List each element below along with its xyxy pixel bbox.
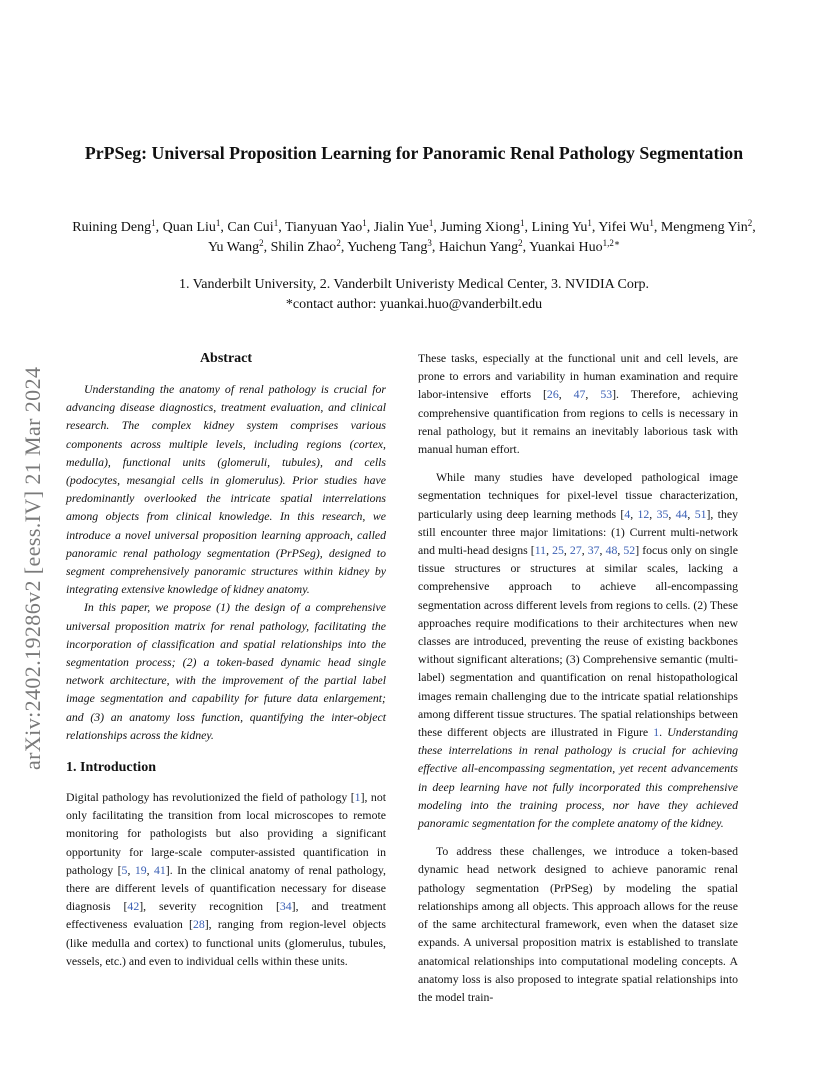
- text-run: ], ranging from region-level objects (like medulla and cortex) to functional units (glomerulus, tubules, vessels, etc.) and even to individual cells within these units.: [66, 917, 386, 968]
- left-column: [66, 349, 386, 970]
- author-name: Juming Xiong$^1$: [440, 218, 525, 235]
- text-run: While many studies have developed pathological image segmentation techniques for pixel-level tissue characterization, particularly using deep learning methods [: [418, 470, 738, 521]
- affiliation-superscript: 2: [518, 238, 523, 248]
- citation-link[interactable]: 47: [573, 387, 586, 402]
- affiliation-superscript: 2: [336, 238, 341, 248]
- citation-link[interactable]: 19: [134, 862, 147, 877]
- affiliation-superscript: 1: [362, 218, 367, 228]
- affiliation-superscript: 3: [427, 238, 432, 248]
- affiliation-superscript: 1: [520, 218, 525, 228]
- citation-link[interactable]: 25: [552, 543, 564, 558]
- abstract-heading: Abstract: [199, 351, 253, 366]
- abstract-section: [66, 349, 386, 744]
- intro-paragraph-2: These tasks, especially at the functional unit and cell levels, are prone to errors and variability in human examination and require labor-intensive efforts [26, 47, 53]. Therefore, achieving comprehensive quantification from regions to cells is necessary in renal pathology, but it remains an inevitably laborious task with manual human effort.: [418, 351, 738, 457]
- author-name: Mengmeng Yin$^2$: [660, 218, 753, 235]
- author-name: Yifei Wu$^1$: [598, 218, 654, 235]
- author-name: Shilin Zhao$^2$: [270, 238, 341, 255]
- text-run: Digital pathology has revolutionized the field of pathology [: [66, 790, 355, 805]
- intro-paragraph-4: To address these challenges, we introduce a token-based dynamic head network designed to achieve panoramic renal pathology segmentation (PrPSeg) by modeling the spatial relationships among all objects. This approach allows for the reuse of the same architectural framework, even when the dataset size expands. A universal proposition matrix is established to translate anatomical relationships into computational modeling concepts. A anatomy loss is also proposed to integrate spatial relationships into the model train-: [418, 844, 738, 1004]
- citation-link[interactable]: 37: [587, 543, 600, 558]
- affiliation-superscript: 1: [151, 218, 156, 228]
- citation-link[interactable]: 34: [279, 899, 292, 914]
- author-name: Yu Wang$^2$: [207, 238, 264, 255]
- citation-link[interactable]: 44: [675, 506, 688, 521]
- author-name: Tianyuan Yao$^1$: [284, 218, 367, 235]
- author-name: Can Cui$^1$: [227, 218, 279, 235]
- citation-link[interactable]: 4: [624, 506, 631, 521]
- citation-link[interactable]: 35: [656, 506, 669, 521]
- text-run: These tasks, especially at the functional unit and cell levels, are prone to errors and variability in human examination and require labor-intensive efforts [: [418, 351, 738, 402]
- intro-body-left: [66, 788, 386, 970]
- citation-link[interactable]: 12: [637, 506, 650, 521]
- author-name: Jialin Yue$^1$: [373, 218, 434, 235]
- text-run: ], not only facilitating the transition from local microscopes to remote monitoring for pathologists but also providing a significant opportunity for large-scale computer-assisted quantification in pathology [: [66, 790, 386, 877]
- citation-link[interactable]: 5: [121, 862, 128, 877]
- author-name: Yuankai Huo$^{1,2∗}$: [529, 238, 621, 255]
- arxiv-identifier: arXiv:2402.19286v2 [eess.IV] 21 Mar 2024: [20, 366, 45, 770]
- citation-link[interactable]: 1: [354, 790, 361, 805]
- author-name: Lining Yu$^1$: [531, 218, 592, 235]
- text-run: ]. Therefore, achieving comprehensive quantification from regions to cells is necessary in renal pathology, but it remains an inevitably laborious task with manual human effort.: [418, 387, 738, 457]
- affiliation-superscript: 1: [215, 218, 221, 228]
- text-run: ], they still encounter three major limitations: (1) Current multi-network and multi-head designs [: [418, 506, 738, 558]
- abstract-paragraph-1: Understanding the anatomy of renal pathology is crucial for advancing disease diagnostics, treatment evaluation, and clinical research. The complex kidney system comprises various components across multiple levels, including regions (cortex, medulla), functional units (glomeruli, tubules), and cells (podocytes, mesangial cells in glomerulus). Prior studies have predominantly overlooked the intricate spatial interrelations among objects from clinical knowledge. In this research, we introduce a novel universal proposition learning approach, called panoramic renal pathology segmentation (PrPSeg), designed to segment comprehensively panoramic structures within kidney by integrating extensive knowledge of kidney anatomy.: [66, 382, 386, 597]
- author-name: Quan Liu$^1$: [162, 218, 221, 235]
- text-run: .: [659, 725, 668, 740]
- affiliations-block: [80, 275, 748, 315]
- affiliation-superscript: 1: [273, 218, 279, 228]
- author-name: Yucheng Tang$^3$: [347, 238, 432, 255]
- text-run: ] focus only on single tissue structures or structures at similar scales, lacking a comprehensive approach to achieve all-encompassing segmentation across different levels from regions to cells. (2) These approaches require modifications to their architectures when new classes are introduced, preventing the reuse of existing backbones without significant alterations; (3) Comprehensive semantic (multi-label) segmentation and quantification on renal histopathological images remain challenging due to the intricate spatial relationships among different tissue structures. The spatial relationships between these different objects are illustrated in Figure: [418, 543, 738, 740]
- paper-title: PrPSeg: Universal Proposition Learning for Panoramic Renal Pathology Segmentation: [84, 143, 744, 163]
- section-heading-introduction: 1. Introduction: [66, 760, 156, 776]
- citation-link[interactable]: 11: [534, 543, 547, 558]
- author-name: Haichun Yang$^2$: [438, 238, 523, 255]
- author-name: Ruining Deng$^1$: [72, 218, 156, 235]
- emphasis-text: Understanding these interrelations in renal pathology is crucial for achieving effective all-encompassing segmentation, yet recent advancements in deep learning have not fully incorporated this comprehensive modeling into the training process, nor have they achieved panoramic segmentation for the complete anatomy of the kidney.: [418, 725, 738, 831]
- citation-link[interactable]: 27: [569, 543, 582, 558]
- affiliation-superscript: 2: [259, 238, 264, 248]
- abstract-paragraph-2: In this paper, we propose (1) the design of a comprehensive universal proposition matrix for renal pathology, facilitating the incorporation of classification and spatial relationships into the segmentation process; (2) a token-based dynamic head single network architecture, with the improvement of the partial label image segmentation and capability for future data enlargement; and (3) an anatomy loss function, quantifying the inter-object relationships across the kidney.: [66, 600, 386, 742]
- text-run: ], and treatment effectiveness evaluation [: [66, 899, 386, 932]
- affiliations: 1. Vanderbilt University, 2. Vanderbilt Univeristy Medical Center, 3. NVIDIA Corp.: [178, 277, 650, 292]
- affiliation-superscript: 1: [587, 218, 592, 228]
- figure-link[interactable]: 1: [653, 725, 660, 740]
- citation-link[interactable]: 28: [192, 917, 205, 932]
- intro-paragraph-1: Digital pathology has revolutionized the field of pathology [1], not only facilitating the transition from local microscopes to remote monitoring for pathologists but also providing a significant opportunity for large-scale computer-assisted quantification in pathology [5, 19, 41]. In the clinical anatomy of renal pathology, there are different levels of quantification necessary for disease diagnosis [42], severity recognition [34], and treatment effectiveness evaluation [28], ranging from region-level objects (like medulla and cortex) to functional units (glomerulus, tubules, vessels, etc.) and even to individual cells within these units.: [66, 790, 386, 968]
- contact-author: *contact author: yuankai.huo@vanderbilt.edu: [285, 297, 543, 312]
- text-run: ]. In the clinical anatomy of renal pathology, there are different levels of quantification necessary for disease diagnosis [: [66, 862, 386, 914]
- citation-link[interactable]: 42: [127, 899, 140, 914]
- intro-paragraph-3: While many studies have developed pathological image segmentation techniques for pixel-level tissue characterization, particularly using deep learning methods [4, 12, 35, 44, 51], they still encounter three major limitations: (1) Current multi-network and multi-head designs [11, 25, 27, 37, 48, 52] focus only on single tissue structures or structures at similar scales, lacking a comprehensive approach to achieve all-encompassing segmentation across different levels from regions to cells. (2) These approaches require modifications to their architectures when new classes are introduced, preventing the reuse of existing backbones without significant alterations; (3) Comprehensive semantic (multi-label) segmentation and quantification on renal histopathological images remain challenging due to the intricate spatial relationships among different tissue structures. The spatial relationships between these different objects are illustrated in Figure 1. Understanding these interrelations in renal pathology is crucial for achieving effective all-encompassing segmentation, yet recent advancements in deep learning have not fully incorporated this comprehensive modeling into the training process, nor have they achieved panoramic segmentation for the complete anatomy of the kidney.: [418, 470, 738, 831]
- text-run: ], severity recognition [: [139, 899, 280, 914]
- citation-link[interactable]: 51: [694, 506, 707, 521]
- citation-link[interactable]: 41: [154, 862, 166, 877]
- affiliation-superscript: 1,2∗: [602, 238, 621, 248]
- right-column: [418, 349, 738, 1006]
- author-list: Ruining Deng$^1$, Quan Liu$^1$, Can Cui$^1$, Tianyuan Yao$^1$, Jialin Yue$^1$, Juming Xiong$^1$, Lining Yu$^1$, Yifei Wu$^1$, Mengmeng Yin$^2$, Yu Wang$^2$, Shilin Zhao$^2$, Yucheng Tang$^3$, Haichun Yang$^2$, Yuankai Huo$^{1,2∗}$: [72, 218, 756, 255]
- citation-link[interactable]: 53: [600, 387, 613, 402]
- citation-link[interactable]: 48: [605, 543, 618, 558]
- citation-link[interactable]: 26: [546, 387, 559, 402]
- affiliation-superscript: 1: [649, 218, 654, 228]
- affiliation-superscript: 1: [428, 218, 434, 228]
- affiliation-superscript: 2: [747, 218, 753, 228]
- citation-link[interactable]: 52: [623, 543, 636, 558]
